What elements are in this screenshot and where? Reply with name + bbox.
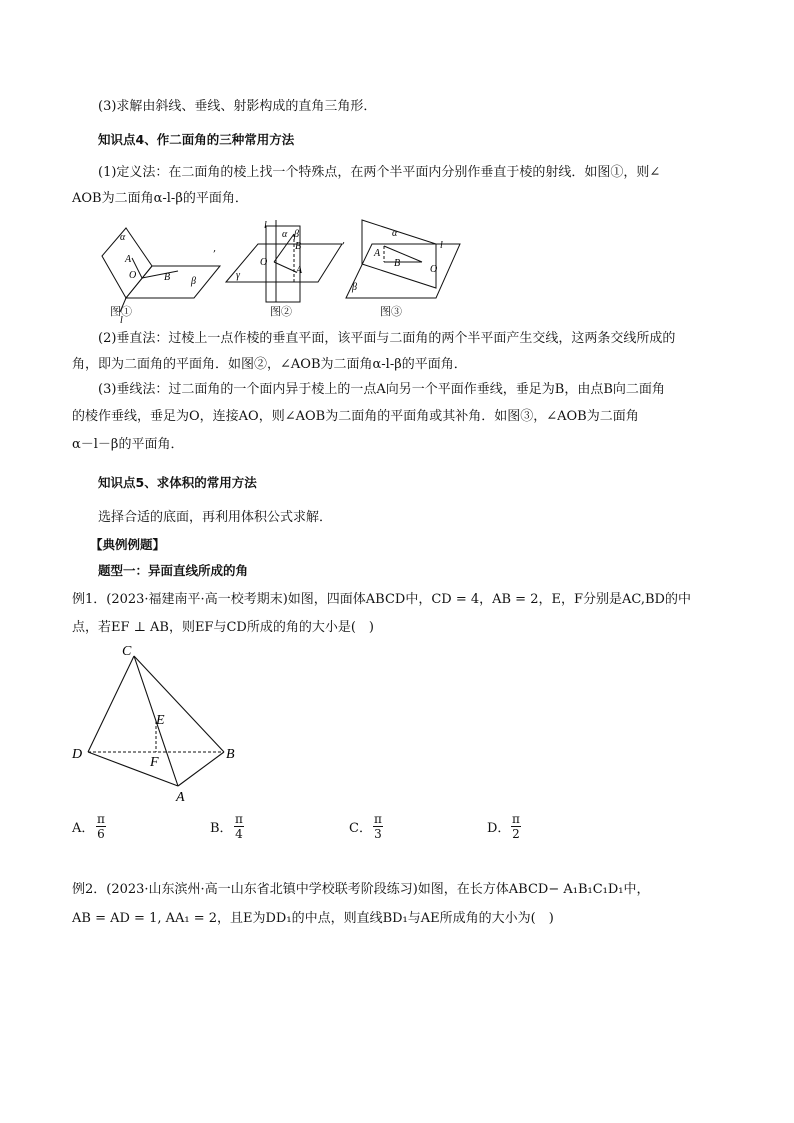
option-a-fraction [96, 812, 106, 841]
perpendicular-line-method-line1: (3)垂线法：过二面角的一个面内异于棱上的一点A向另一个平面作垂线，垂足为B，由点B向二面角 [98, 382, 665, 397]
figure-2-dihedral-perpendicular [222, 218, 346, 306]
fig3-label: O [430, 264, 438, 275]
fig2-label: γ [236, 270, 240, 281]
definition-method-line1: (1)定义法：在二面角的棱上找一个特殊点，在两个半平面内分别作垂直于棱的射线．如图①，则∠ [98, 165, 661, 180]
kp5-title: 知识点5、求体积的常用方法 [98, 475, 257, 490]
fig2-label: A [296, 265, 303, 276]
separator: , [342, 235, 346, 246]
perpendicular-line-method-line2: 的棱作垂线，垂足为O，连接AO，则∠AOB为二面角的平面角或其补角．如图③，∠AOB为二面角 [72, 409, 639, 424]
option-c-denominator: 3 [374, 827, 382, 841]
figure-3-caption: 图③ [380, 305, 402, 318]
option-c-label: C． [349, 821, 372, 836]
tetra-label: F [150, 755, 159, 770]
option-d-fraction [511, 812, 521, 841]
separator: , [213, 243, 217, 254]
kp5-body: 选择合适的底面，再利用体积公式求解． [98, 510, 333, 525]
figure-3-dihedral-perpendicular-line [344, 218, 464, 304]
fig2-label: B [295, 241, 302, 252]
option-a-label: A． [72, 821, 95, 836]
option-b-numerator: π [235, 812, 243, 826]
examples-title: 【典例例题】 [90, 537, 166, 552]
perpendicular-method-line2: 角，即为二面角的平面角．如图②，∠AOB为二面角α-l-β的平面角． [72, 357, 467, 372]
example1-line1: 例1．(2023·福建南平·高一校考期末)如图，四面体ABCD中，CD = 4，AB = 2，E，F分别是AC,BD的中 [72, 592, 691, 607]
tetra-label: A [176, 790, 185, 805]
option-d-label: D． [487, 821, 511, 836]
fig3-label: B [394, 258, 401, 269]
fig3-label: l [440, 240, 443, 251]
tetra-label: B [226, 747, 235, 762]
fig3-label: β [352, 282, 357, 293]
example1-line2: 点，若EF ⊥ AB，则EF与CD所成的角的大小是( ) [72, 620, 374, 635]
fig1-label: O [129, 270, 137, 281]
fig2-label: O [260, 257, 268, 268]
fig1-label: l [120, 315, 123, 326]
option-b-fraction [234, 812, 244, 841]
tetrahedron-figure [68, 640, 244, 806]
option-a-denominator: 6 [97, 827, 105, 841]
fig1-label: α [120, 232, 126, 243]
option-b-denominator: 4 [235, 827, 243, 841]
figure-1-caption: 图① [110, 305, 132, 318]
perpendicular-method-line1: (2)垂直法：过棱上一点作棱的垂直平面，该平面与二面角的两个半平面产生交线，这两条交线所成的 [98, 331, 676, 346]
kp4-title: 知识点4、作二面角的三种常用方法 [98, 132, 295, 147]
fig2-label: β [294, 229, 299, 240]
fig2-label: l [264, 220, 267, 231]
option-d-denominator: 2 [512, 827, 520, 841]
perpendicular-line-method-line3: α－l－β的平面角． [72, 437, 184, 452]
fig3-label: A [374, 248, 381, 259]
tetra-label: D [72, 747, 83, 762]
figure-2-caption: 图② [270, 305, 292, 318]
fig3-label: α [392, 228, 398, 239]
tetra-label: C [122, 644, 132, 659]
fig1-label: A [125, 254, 132, 265]
type1-title: 题型一：异面直线所成的角 [98, 563, 249, 578]
option-b-label: B． [210, 821, 233, 836]
option-c-numerator: π [374, 812, 382, 826]
fig2-label: α [282, 229, 288, 240]
fig1-label: B [164, 272, 171, 283]
fig1-label: β [191, 276, 196, 287]
definition-method-line2: AOB为二面角α-l-β的平面角． [72, 191, 248, 206]
example2-line1: 例2．(2023·山东滨州·高一山东省北镇中学校联考阶段练习)如图，在长方体ABCD− A₁B₁C₁D₁中， [72, 882, 650, 897]
option-a-numerator: π [97, 812, 105, 826]
option-c-fraction [373, 812, 383, 841]
example2-line2: AB = AD = 1, AA₁ = 2，且E为DD₁的中点，则直线BD₁与AE所成角的大小为( ) [72, 911, 554, 926]
step3-line: (3)求解由斜线、垂线、射影构成的直角三角形． [98, 99, 377, 114]
option-d-numerator: π [512, 812, 520, 826]
tetra-label: E [156, 713, 165, 728]
